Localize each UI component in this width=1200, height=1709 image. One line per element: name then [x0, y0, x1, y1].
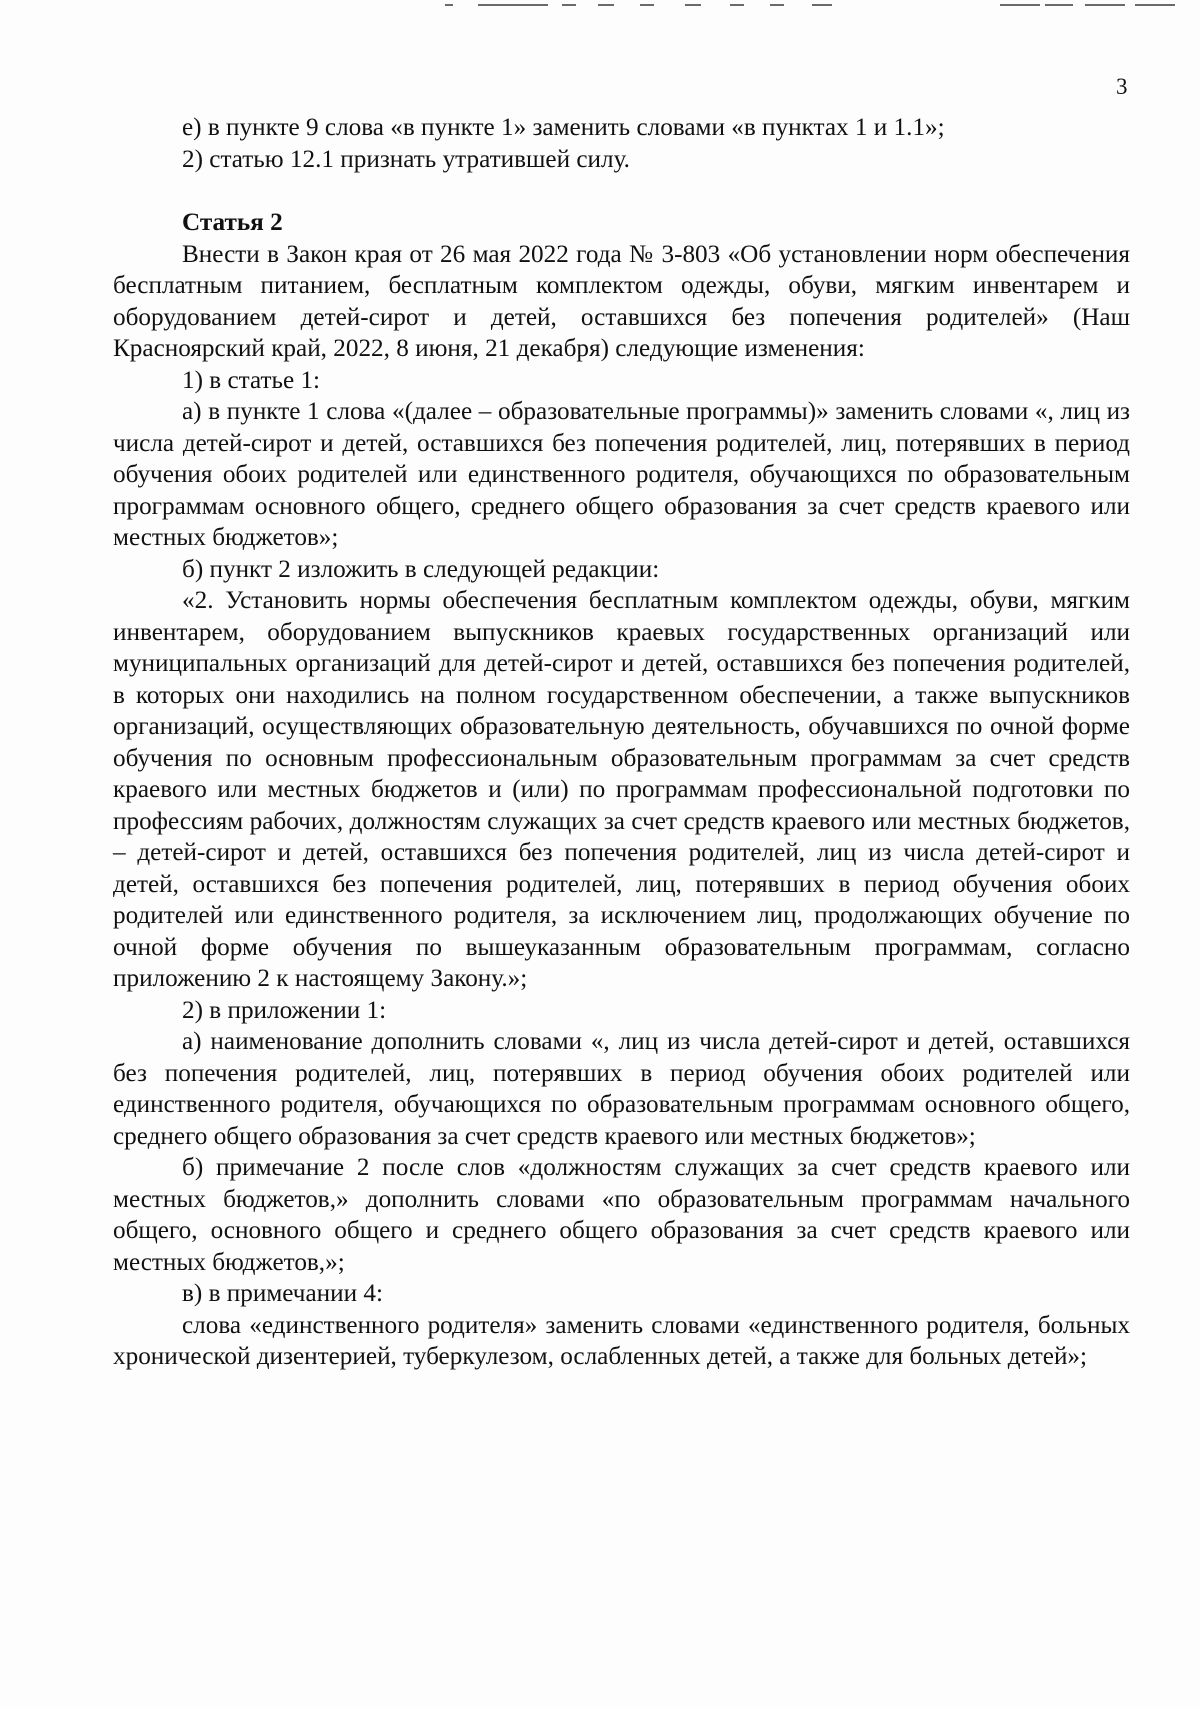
scan-artifact	[770, 4, 784, 6]
article-paragraph: «2. Установить нормы обеспечения бесплатным комплектом одежды, обуви, мягким инвентарем, оборудованием выпускников краевых государственных организаций или муниципальных организаций для детей-сирот и детей, оставшихся без попечения родителей, в которых они находились на полном государственном обеспечении, а также выпускников организаций, осуществляющих образовательную деятельность, обучавшихся по очной форме обучения по основным профессиональным образовательным программам за счет средств краевого или местных бюджетов и (или) по программам профессиональной подготовки по профессиям рабочих, должностям служащих за счет средств краевого или местных бюджетов, – детей-сирот и детей, оставшихся без попечения родителей, лиц из числа детей-сирот и детей, оставшихся без попечения родителей, лиц, потерявших в период обучения обоих родителей или единственного родителя, за исключением лиц, продолжающих обучение по очной форме обучения по вышеуказанным образовательным программам, согласно приложению 2 к настоящему Закону.»;	[113, 587, 1130, 992]
article-paragraph: б) пункт 2 изложить в следующей редакции:	[182, 555, 660, 583]
scan-artifact	[562, 4, 576, 6]
scan-artifact	[1085, 4, 1125, 6]
article-paragraph: слова «единственного родителя» заменить словами «единственного родителя, больных хронической дизентерией, туберкулезом, ослабленных детей, а также для больных детей»;	[113, 1311, 1130, 1370]
scan-artifact	[640, 4, 654, 6]
article-block	[113, 207, 1130, 1373]
article-paragraph: 1) в статье 1:	[182, 366, 321, 394]
article-paragraph: а) наименование дополнить словами «, лиц из числа детей-сирот и детей, оставшихся без попечения родителей, лиц, потерявших в период обучения обоих родителей или единственного родителя, обучающихся по образовательным программам основного общего, среднего общего образования за счет средств краевого или местных бюджетов»;	[113, 1028, 1130, 1150]
scan-artifact	[445, 4, 453, 6]
scan-artifact	[1045, 4, 1073, 6]
scan-artifact	[685, 4, 701, 6]
scan-artifact	[1135, 4, 1175, 6]
scan-artifact	[812, 4, 832, 6]
scan-artifact	[478, 4, 548, 6]
page-number: 3	[1116, 74, 1128, 99]
scan-artifact	[730, 4, 744, 6]
article-paragraph: 2) в приложении 1:	[182, 996, 387, 1024]
intro-block	[113, 112, 1130, 175]
article-heading: Статья 2	[182, 209, 283, 236]
scan-artifact	[1000, 4, 1040, 6]
intro-item-2: 2) статью 12.1 признать утратившей силу.	[182, 145, 630, 173]
intro-item-e: е) в пункте 9 слова «в пункте 1» заменить словами «в пунктах 1 и 1.1»;	[182, 114, 945, 141]
article-paragraph: а) в пункте 1 слова «(далее – образовательные программы)» заменить словами «, лиц из числа детей-сирот и детей, оставшихся без попечения родителей, лиц, потерявших в период обучения обоих родителей или единственного родителя, обучающихся по образовательным программам основного общего, среднего общего образования за счет средств краевого или местных бюджетов»;	[113, 398, 1130, 551]
article-paragraph: в) в примечании 4:	[182, 1280, 383, 1307]
article-paragraph: Внести в Закон края от 26 мая 2022 года № 3-803 «Об установлении норм обеспечения бесплатным питанием, бесплатным комплектом одежды, обуви, мягким инвентарем и оборудованием детей-сирот и детей, оставшихся без попечения родителей» (Наш Красноярский край, 2022, 8 июня, 21 декабря) следующие изменения:	[113, 240, 1130, 362]
scan-artifact	[598, 4, 614, 6]
article-paragraph: б) примечание 2 после слов «должностям служащих за счет средств краевого или местных бюджетов,» дополнить словами «по образовательным программам начального общего, основного общего и среднего общего образования за счет средств краевого или местных бюджетов,»;	[113, 1154, 1130, 1276]
